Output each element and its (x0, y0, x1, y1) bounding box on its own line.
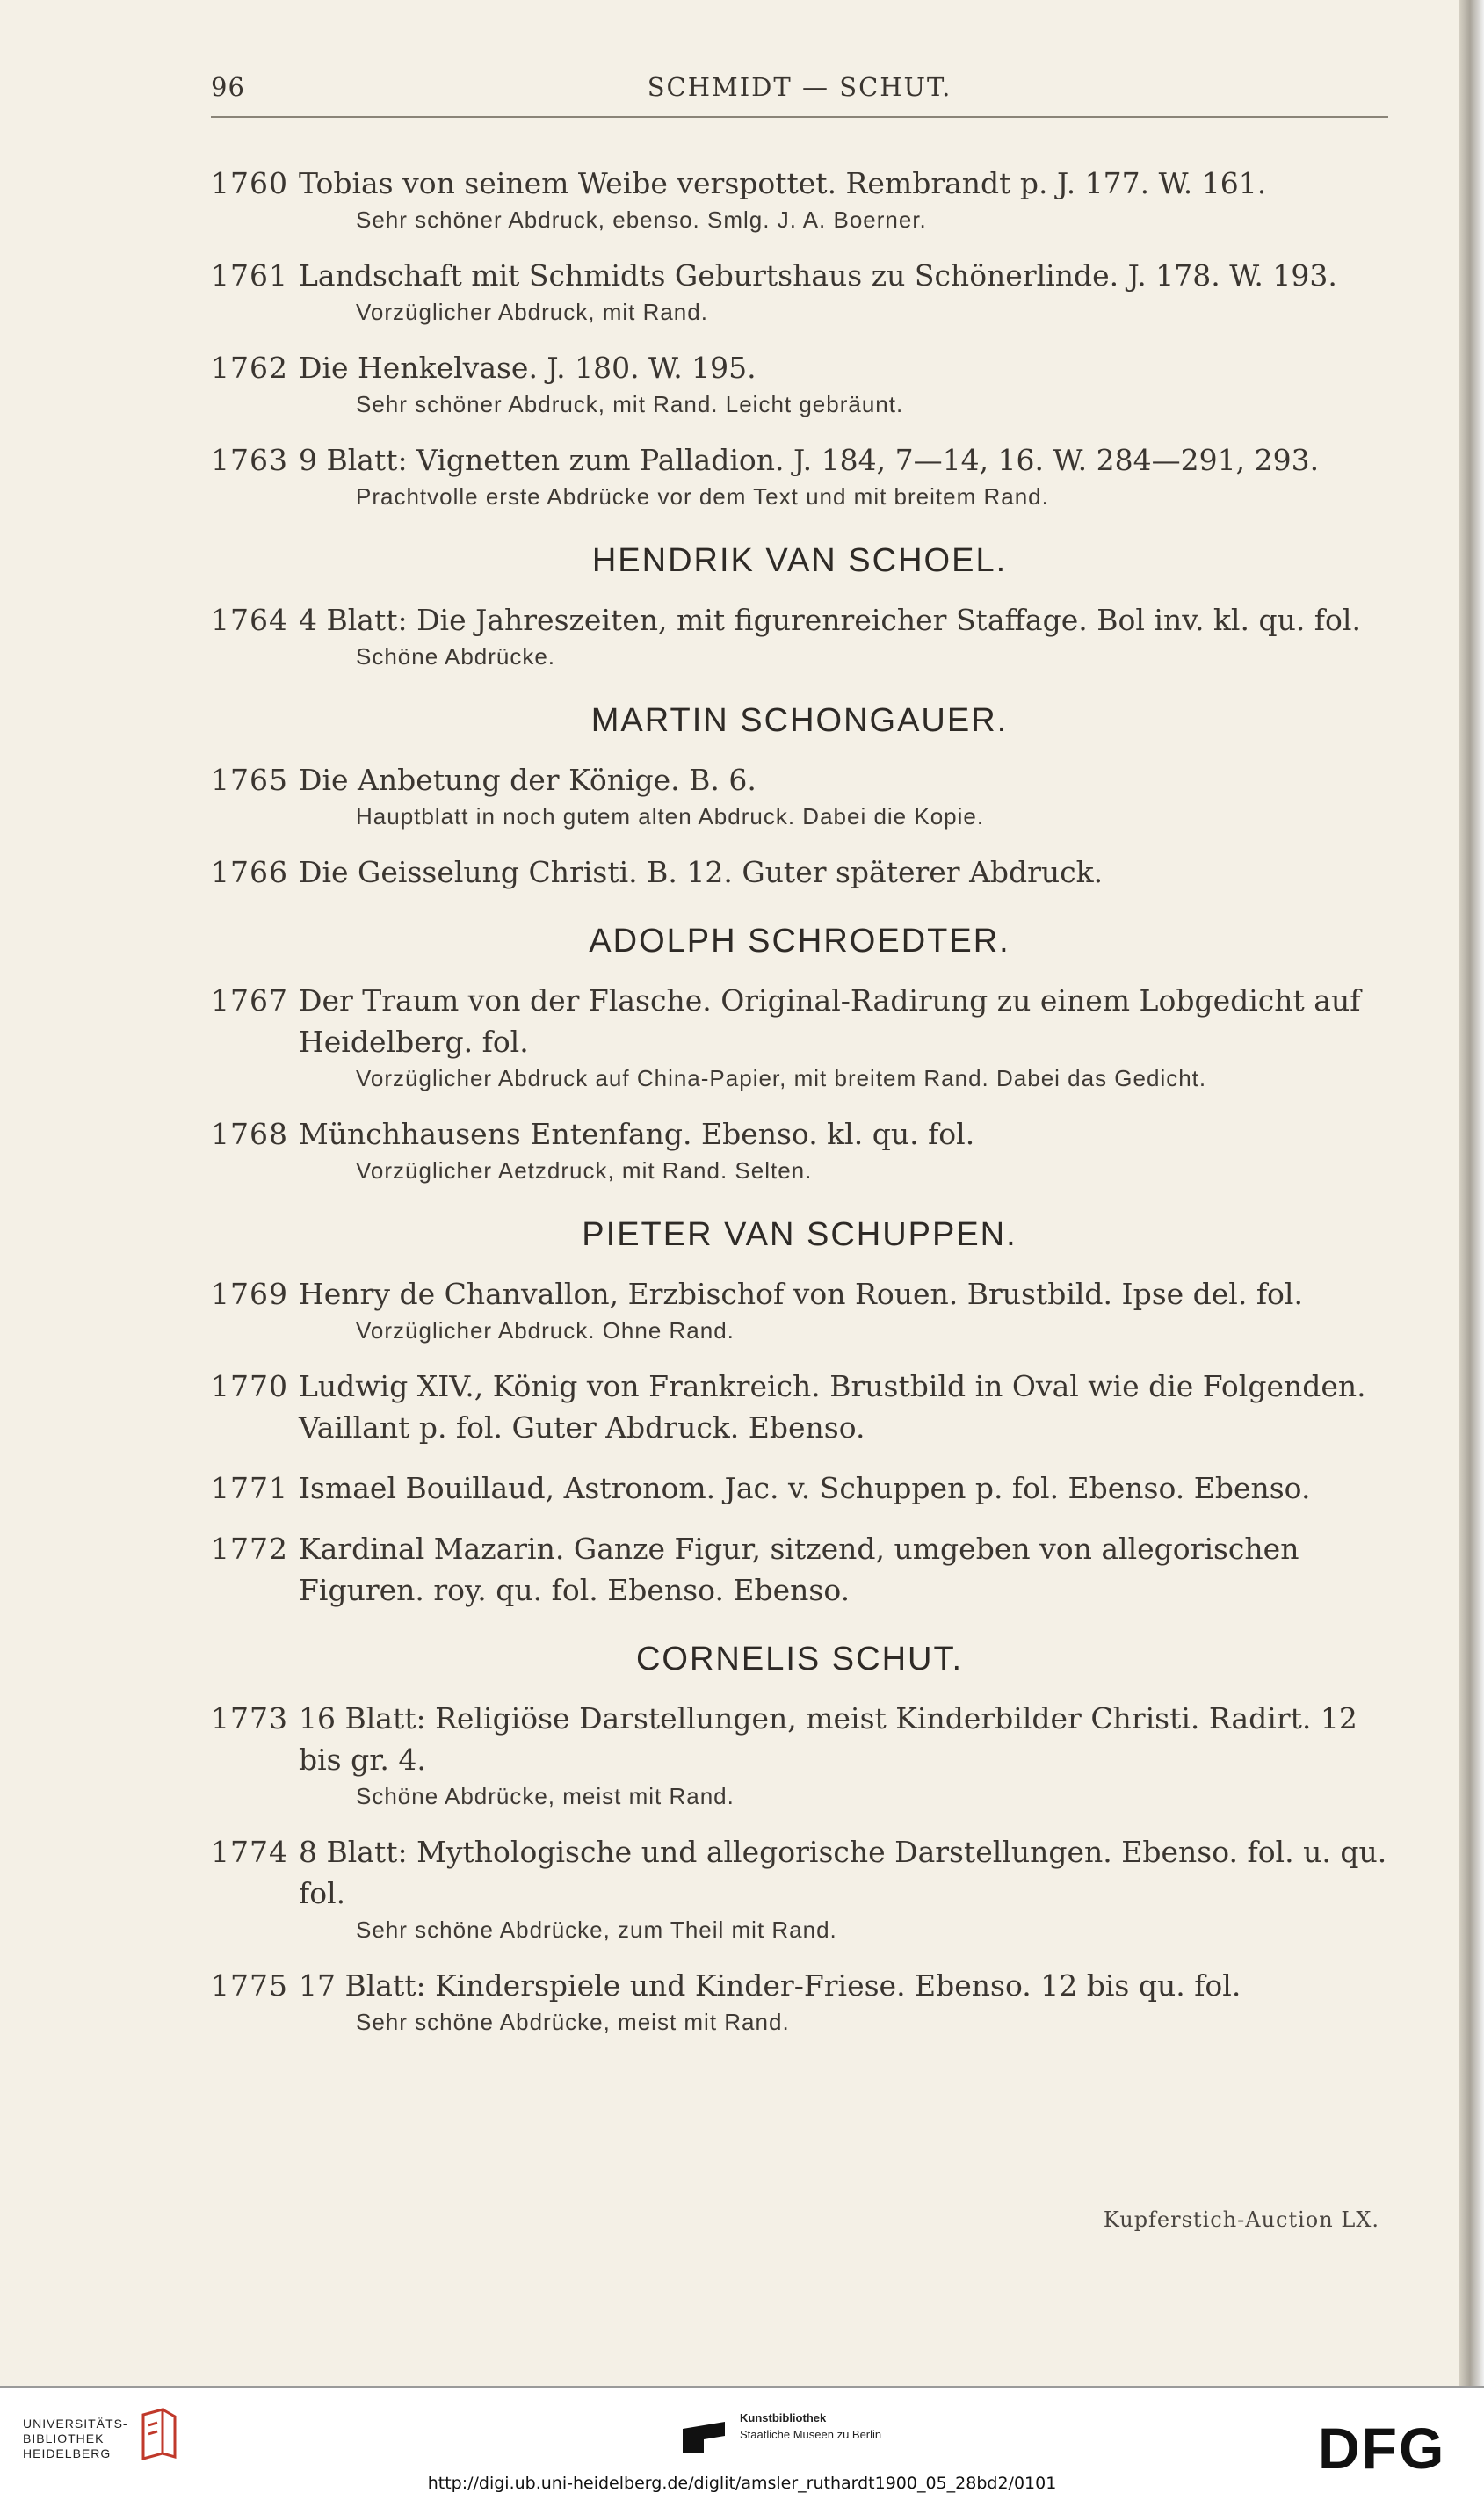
lot-number: 1773 (211, 1701, 288, 1736)
catalog-entry (211, 1528, 1388, 1611)
lot-number: 1774 (211, 1835, 288, 1869)
auction-footer-note: Kupferstich-Auction LX. (1103, 2207, 1379, 2232)
lot-number: 1768 (211, 1117, 288, 1151)
university-logo-line: UNIVERSITÄTS- (23, 2417, 128, 2431)
entry-condition-note: Hauptblatt in noch gutem alten Abdruck. Dabei die Kopie. (356, 803, 985, 830)
entry-title: 17 Blatt: Kinderspiele und Kinder-Friese. Ebenso. 12 bis qu. fol. (299, 1968, 1241, 2003)
entry-condition-note: Sehr schöner Abdruck, ebenso. Smlg. J. A. Boerner. (356, 207, 927, 233)
section-heading-schroedter: ADOLPH SCHROEDTER. (589, 923, 1010, 960)
entry-main (211, 1366, 1388, 1448)
catalog-entry (211, 980, 1388, 1094)
lot-number: 1762 (211, 351, 288, 385)
entry-main (211, 347, 1388, 388)
running-title: SCHMIDT — SCHUT. (647, 72, 952, 102)
entry-title: 9 Blatt: Vignetten zum Palladion. J. 184, 7—14, 16. W. 284—291, 293. (299, 443, 1320, 477)
university-logo-line: BIBLIOTHEK (23, 2431, 105, 2446)
entry-main (211, 1273, 1388, 1315)
catalog-entry (211, 347, 1388, 420)
university-library-logo[interactable] (23, 2417, 128, 2461)
entry-condition-note: Sehr schöner Abdruck, mit Rand. Leicht gebräunt. (356, 391, 904, 417)
entry-main (211, 759, 1388, 801)
lot-number: 1760 (211, 166, 288, 200)
section-heading-schut: CORNELIS SCHUT. (635, 1641, 964, 1678)
entry-group (211, 599, 1388, 672)
entry-title: Ludwig XIV., König von Frankreich. Brustbild in Oval wie die Folgenden. Vaillant p. fol. Guter Abdruck. Ebenso. (299, 1369, 1366, 1445)
entry-title: 16 Blatt: Religiöse Darstellungen, meist Kinderbilder Christi. Radirt. 12 bis gr. 4. (299, 1701, 1357, 1777)
entry-group (211, 163, 1388, 512)
dfg-logo[interactable]: DFG (1318, 2416, 1446, 2481)
lot-number: 1770 (211, 1369, 288, 1403)
entry-title: Kardinal Mazarin. Ganze Figur, sitzend, umgeben von allegorischen Figuren. roy. qu. fol. Ebenso. Ebenso. (299, 1532, 1299, 1607)
page-edge (1459, 0, 1484, 2386)
catalog-entry (211, 163, 1388, 236)
entry-title: 4 Blatt: Die Jahreszeiten, mit figurenreicher Staffage. Bol inv. kl. qu. fol. (299, 603, 1361, 637)
university-emblem-icon (136, 2406, 180, 2462)
page-url[interactable]: http://digi.ub.uni-heidelberg.de/diglit/amsler_ruthardt1900_05_28bd2/0101 (427, 2474, 1057, 2493)
entry-main (211, 1965, 1388, 2006)
museum-subtitle: Staatliche Museen zu Berlin (740, 2428, 882, 2441)
entry-main (211, 1113, 1388, 1155)
entry-title: Die Geisselung Christi. B. 12. Guter späterer Abdruck. (299, 855, 1104, 889)
entry-title: Landschaft mit Schmidts Geburtshaus zu Schönerlinde. J. 178. W. 193. (299, 258, 1337, 293)
entry-main (211, 439, 1388, 481)
catalog-entry (211, 439, 1388, 512)
entry-title: Henry de Chanvallon, Erzbischof von Rouen. Brustbild. Ipse del. fol. (299, 1277, 1303, 1311)
catalog-entry (211, 255, 1388, 328)
lot-number: 1769 (211, 1277, 288, 1311)
entry-condition-note: Sehr schöne Abdrücke, meist mit Rand. (356, 2009, 790, 2035)
entry-condition-note: Schöne Abdrücke, meist mit Rand. (356, 1783, 735, 1809)
university-logo-line: HEIDELBERG (23, 2446, 112, 2460)
lot-number: 1771 (211, 1471, 288, 1505)
museum-logo-text (740, 2409, 881, 2443)
entry-title: 8 Blatt: Mythologische und allegorische Darstellungen. Ebenso. fol. u. qu. fol. (299, 1835, 1387, 1910)
entry-title: Ismael Bouillaud, Astronom. Jac. v. Schuppen p. fol. Ebenso. Ebenso. (299, 1471, 1311, 1505)
entry-main (211, 851, 1388, 893)
entry-group (211, 1273, 1388, 1611)
header-rule (211, 116, 1388, 118)
entry-condition-note: Schöne Abdrücke. (356, 643, 556, 670)
catalog-entry (211, 1273, 1388, 1346)
entry-title: Die Henkelvase. J. 180. W. 195. (299, 351, 756, 385)
lot-number: 1767 (211, 983, 288, 1018)
entry-group (211, 1698, 1388, 2038)
entry-main (211, 599, 1388, 641)
lot-number: 1761 (211, 258, 288, 293)
lot-number: 1775 (211, 1968, 288, 2003)
entry-group (211, 759, 1388, 893)
entry-condition-note: Vorzüglicher Aetzdruck, mit Rand. Selten. (356, 1157, 813, 1184)
entry-group (211, 980, 1388, 1186)
entry-condition-note: Sehr schöne Abdrücke, zum Theil mit Rand. (356, 1917, 837, 1943)
entry-title: Münchhausens Entenfang. Ebenso. kl. qu. fol. (299, 1117, 975, 1151)
catalog-entry (211, 1366, 1388, 1448)
catalog-entry (211, 1831, 1388, 1946)
entry-main (211, 1831, 1388, 1914)
lot-number: 1763 (211, 443, 288, 477)
entry-main (211, 163, 1388, 204)
entry-condition-note: Vorzüglicher Abdruck, mit Rand. (356, 299, 708, 325)
section-heading-schuppen: PIETER VAN SCHUPPEN. (582, 1216, 1017, 1253)
entry-title: Der Traum von der Flasche. Original-Radirung zu einem Lobgedicht auf Heidelberg. fol. (299, 983, 1361, 1059)
entry-main (211, 255, 1388, 296)
entry-title: Tobias von seinem Weibe verspottet. Rembrandt p. J. 177. W. 161. (299, 166, 1267, 200)
entry-main (211, 1698, 1388, 1780)
lot-number: 1764 (211, 603, 288, 637)
museum-name: Kunstbibliothek (740, 2411, 827, 2424)
catalog-entry (211, 1698, 1388, 1812)
lot-number: 1765 (211, 763, 288, 797)
catalog-entry (211, 759, 1388, 832)
catalog-entry (211, 851, 1388, 893)
entry-main (211, 1467, 1388, 1509)
museum-logo-icon[interactable] (679, 2409, 728, 2459)
section-heading-schoel: HENDRIK VAN SCHOEL. (591, 542, 1008, 579)
entry-title: Die Anbetung der Könige. B. 6. (299, 763, 756, 797)
catalog-content (211, 163, 1388, 2057)
catalog-entry (211, 1467, 1388, 1509)
page-number: 96 (211, 72, 245, 102)
entry-condition-note: Vorzüglicher Abdruck auf China-Papier, mit breitem Rand. Dabei das Gedicht. (356, 1065, 1207, 1091)
entry-condition-note: Vorzüglicher Abdruck. Ohne Rand. (356, 1317, 735, 1344)
section-heading-schongauer: MARTIN SCHONGAUER. (590, 702, 1009, 739)
entry-main (211, 980, 1388, 1062)
catalog-entry (211, 1965, 1388, 2038)
catalog-entry (211, 599, 1388, 672)
lot-number: 1766 (211, 855, 288, 889)
entry-condition-note: Prachtvolle erste Abdrücke vor dem Text und mit breitem Rand. (356, 483, 1049, 510)
lot-number: 1772 (211, 1532, 288, 1566)
entry-main (211, 1528, 1388, 1611)
catalog-entry (211, 1113, 1388, 1186)
